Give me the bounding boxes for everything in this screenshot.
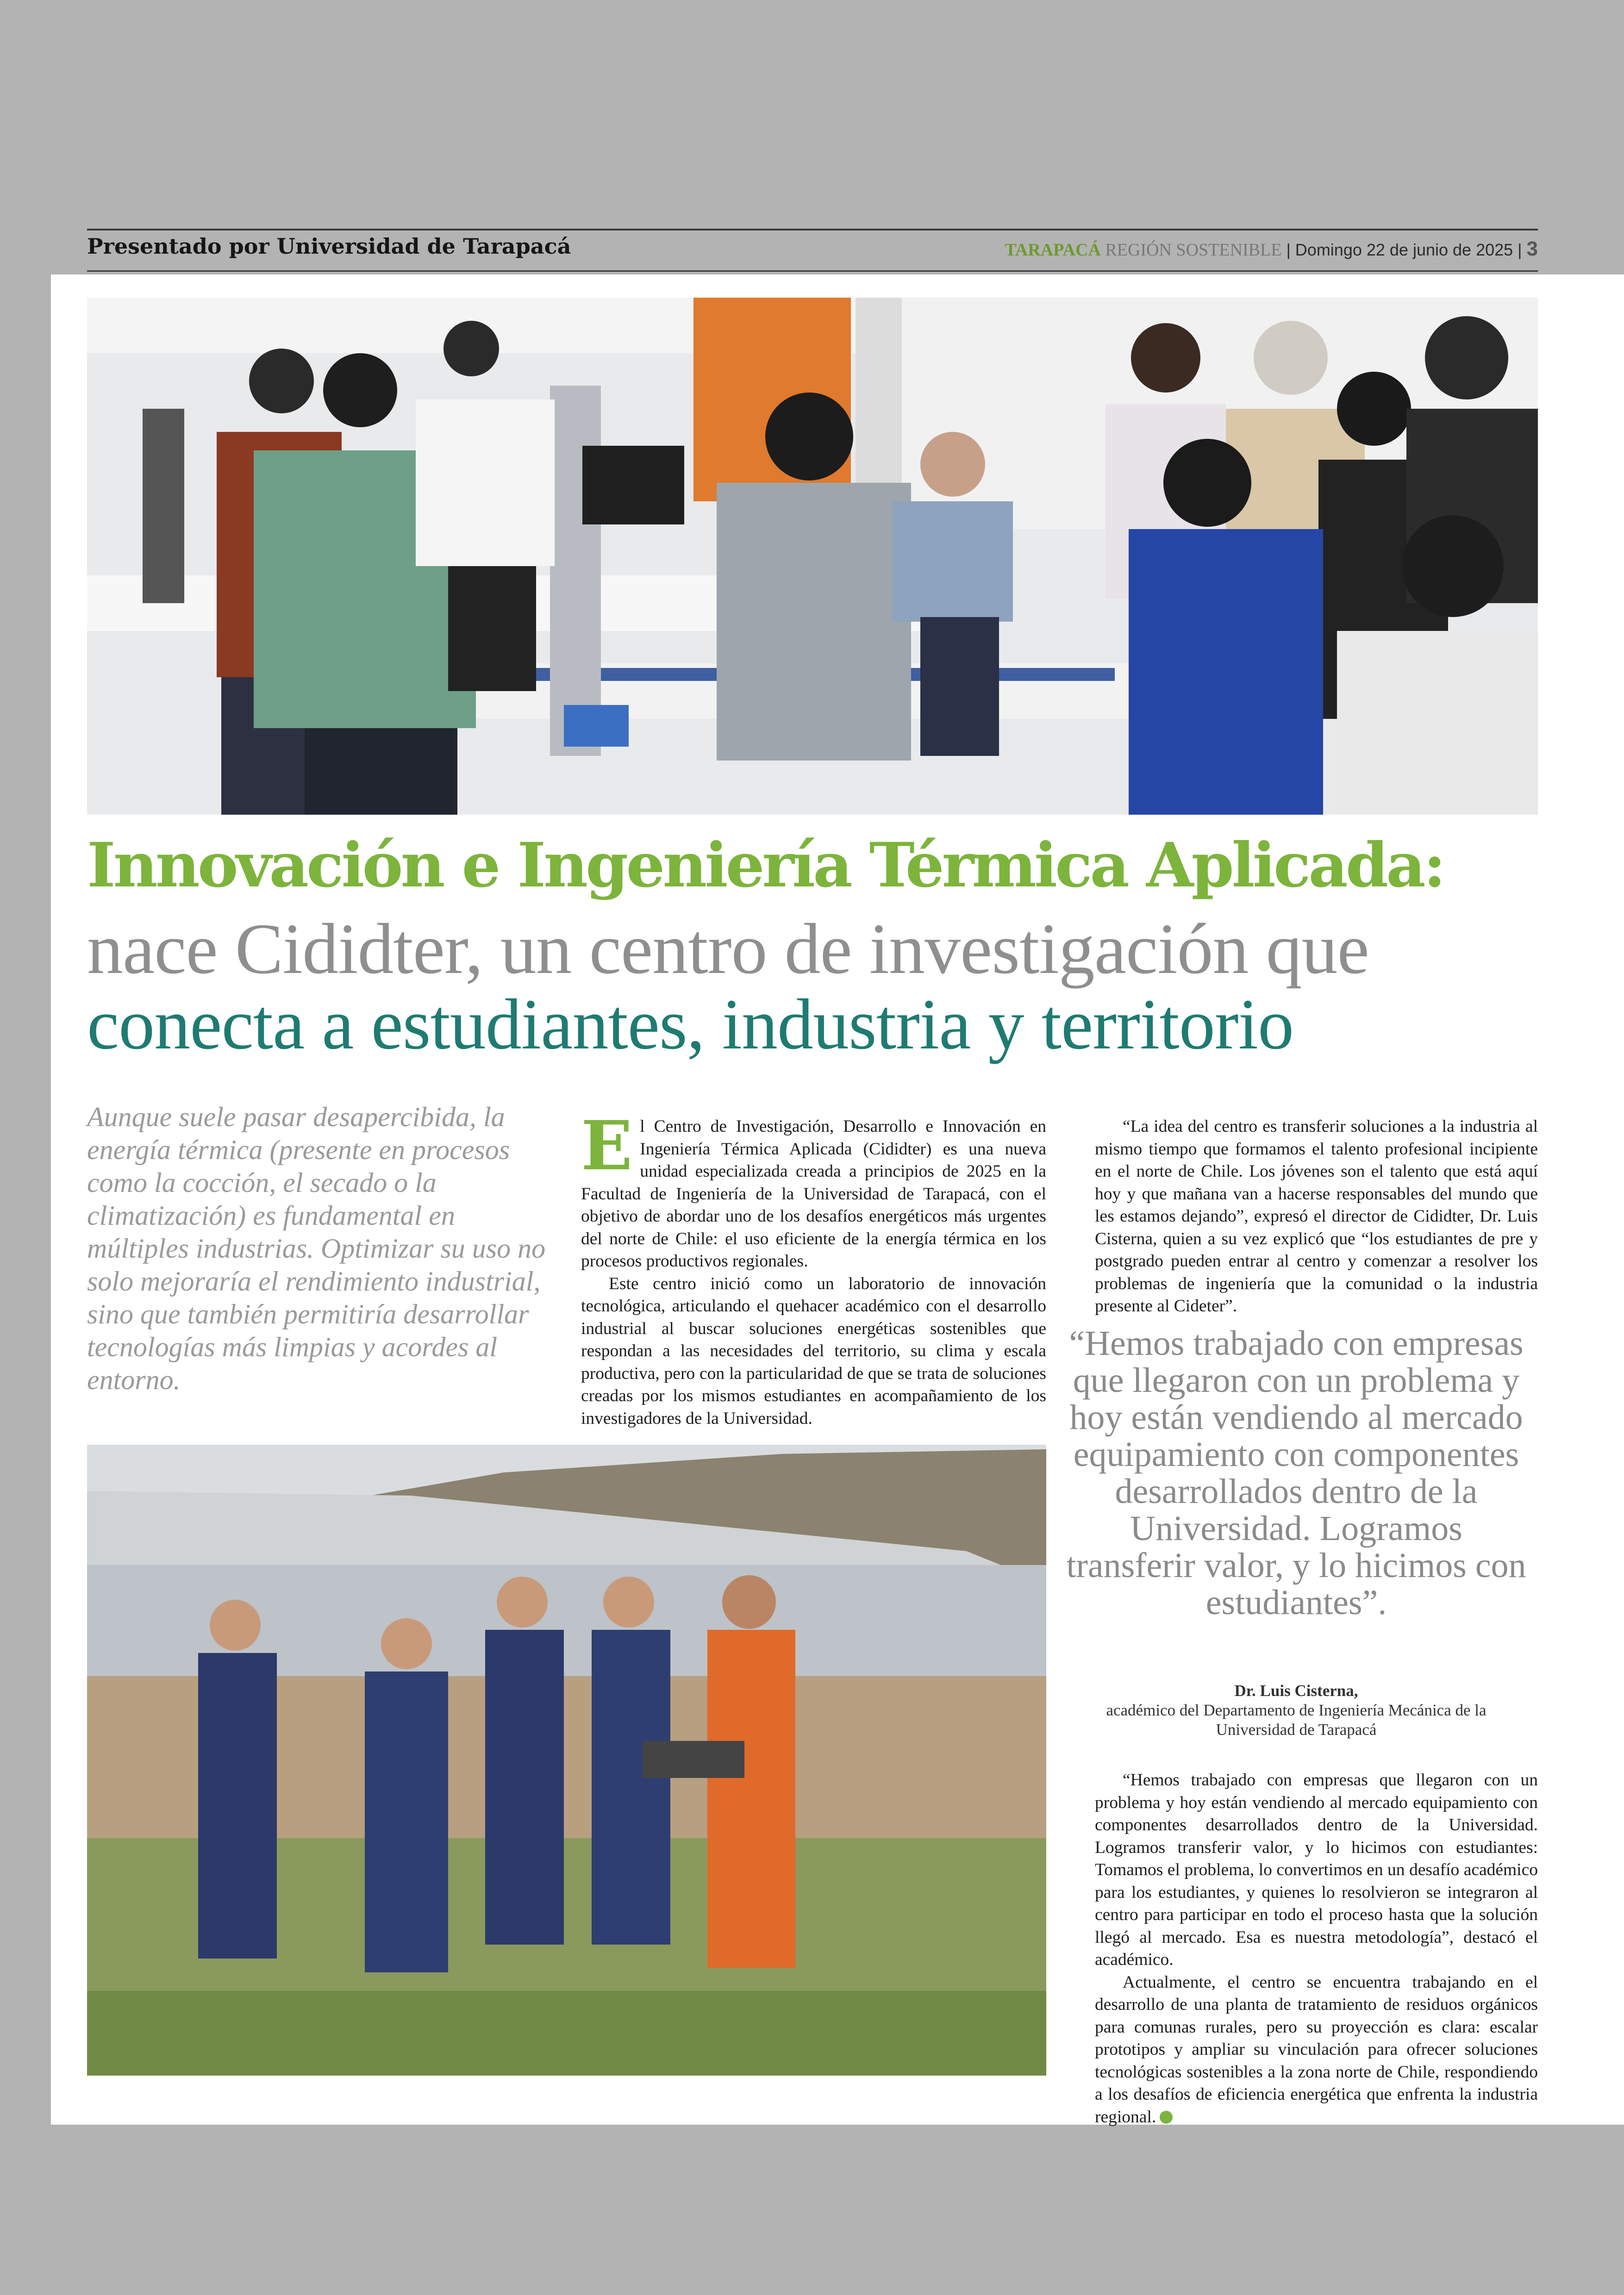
- students-field-photo: [87, 1445, 1046, 2076]
- masthead-bottom-rule: [87, 270, 1538, 272]
- lab-meeting-photo: [87, 298, 1538, 815]
- drop-cap: E: [581, 1106, 633, 1185]
- pull-quote-author-name: Dr. Luis Cisterna,: [1234, 1682, 1358, 1700]
- masthead-separator-2: |: [1513, 240, 1527, 259]
- body-mid-paragraph-2: Este centro inició como un laboratorio de innovación tecnológica, articulando el quehacer académico con el desarrollo industrial al buscar soluciones energéticas sostenibles que respondan a las necesidades del territorio, su clima y escala productiva, pero con la particularidad de que se trata de soluciones creadas por los mismos estudiantes en acompañamiento de los investigadores de la Universidad.: [581, 1274, 1046, 1428]
- masthead-right: [1005, 237, 1538, 261]
- body-column-right-bottom: [1095, 1769, 1538, 2128]
- page-number: 3: [1526, 237, 1538, 260]
- masthead-date: Domingo 22 de junio de 2025: [1295, 240, 1513, 259]
- body-right-paragraph-1: “La idea del centro es transferir soluciones a la industria al mismo tiempo que formamos el talento profesional incipiente en el norte de Chile. Los jóvenes son el talento que está aquí hoy y que mañana van a hacerse responsables del mundo que les estamos dejando”, expresó el director de Cididter, Dr. Luis Cisterna, quien a su vez explicó que “los estudiantes de pre y postgrado pueden entrar al centro y comenzar a resolver los problemas de ingeniería que la comunidad o la industria presente al Cideter”.: [1095, 1117, 1538, 1316]
- body-mid-paragraph-1: [581, 1106, 1046, 1273]
- masthead-separator: |: [1281, 240, 1295, 259]
- lab-meeting-illustration: [87, 298, 1538, 815]
- headline-line-2: nace Cididter, un centro de investigación que: [87, 909, 1369, 989]
- students-field-illustration: [87, 1445, 1046, 2076]
- body-mid-paragraph-1-text: l Centro de Investigación, Desarrollo e Innovación en Ingeniería Térmica Aplicada (Cididter) es una nueva unidad especializada creada a principios de 2025 en la Facultad de Ingeniería de la Universidad de Tarapacá, con el objetivo de abordar uno de los desafíos energéticos más urgentes del norte de Chile: el uso eficiente de la energía térmica en los procesos productivos regionales.: [581, 1117, 1046, 1271]
- pull-quote: “Hemos trabajado con empresas que llegaron con un problema y hoy están vendiendo al mercado equipamiento con componentes desarrollados dentro de la Universidad. Logramos transferir valor, y lo hicimos con estudiantes”.: [1066, 1324, 1526, 1622]
- masthead-brand-green: TARAPACÁ: [1005, 240, 1101, 260]
- body-column-right-top: [1095, 1116, 1538, 1318]
- masthead-presenter: Presentado por Universidad de Tarapacá: [87, 234, 571, 259]
- body-column-middle: [581, 1106, 1046, 1430]
- headline-line-3: conecta a estudiantes, industria y territorio: [87, 984, 1294, 1064]
- article-lead: Aunque suele pasar desapercibida, la energía térmica (presente en procesos como la cocción, el secado o la climatización) es fundamental en múltiples industrias. Optimizar su uso no solo mejoraría el rendimiento industrial, sino que también permitiría desarrollar tecnologías más limpias y acordes al entorno.: [87, 1102, 546, 1395]
- body-right-paragraph-3-text: Actualmente, el centro se encuentra trabajando en el desarrollo de una planta de tratamiento de residuos orgánicos para comunas rurales, pero su proyección es clara: escalar prototipos y ampliar su vinculación para ofrecer soluciones tecnológicas sostenibles a la zona norte de Chile, respondiendo a los desafíos de eficiencia energética que enfrenta la industria regional.: [1095, 1972, 1538, 2127]
- body-right-paragraph-3: [1095, 1971, 1538, 2129]
- pull-quote-author-role: académico del Departamento de Ingeniería Mecánica de la Universidad de Tarapacá: [1106, 1701, 1487, 1739]
- headline-line-1: Innovación e Ingeniería Térmica Aplicada:: [87, 829, 1444, 901]
- pull-quote-attribution: [1065, 1681, 1528, 1740]
- body-right-paragraph-2: “Hemos trabajado con empresas que llegaron con un problema y hoy están vendiendo al mercado equipamiento con componentes desarrollados dentro de la Universidad. Logramos transferir valor, y lo hicimos con estudiantes: Tomamos el problema, lo convertimos en un desafío académico para los estudiantes, y quienes lo resolvieron se integraron al centro para participar en todo el proceso hasta que la solución llegó al mercado. Esa es nuestra metodología”, destacó el académico.: [1095, 1771, 1538, 1969]
- masthead-top-rule: [87, 229, 1538, 231]
- masthead-brand-gray: REGIÓN SOSTENIBLE: [1100, 240, 1282, 260]
- end-mark-icon: [1160, 2111, 1173, 2124]
